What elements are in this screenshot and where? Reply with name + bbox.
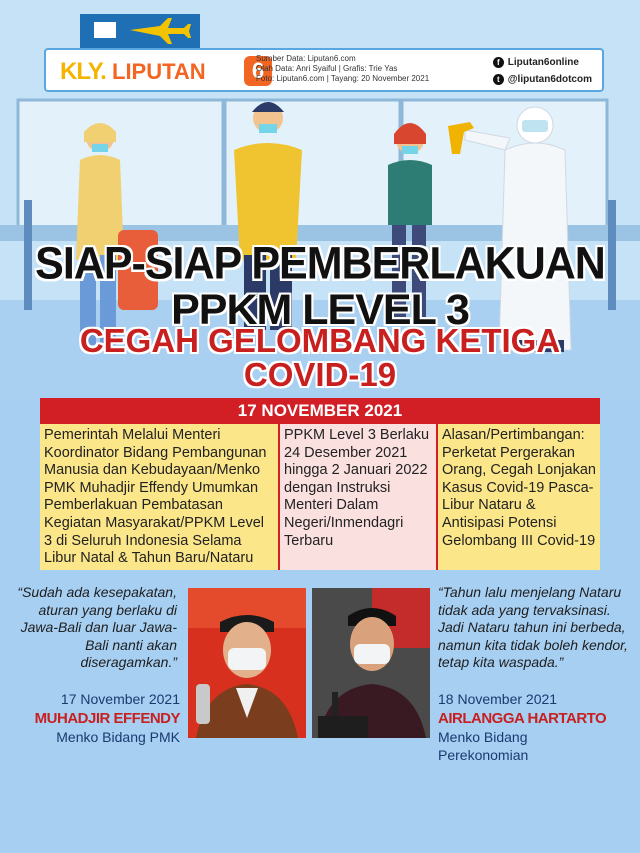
facebook-icon: f <box>493 57 504 68</box>
liputan6-logo: LIPUTAN <box>112 59 206 84</box>
speaker-role-left: Menko Bidang PMK <box>56 729 180 745</box>
twitter-handle[interactable]: @liputan6dotcom <box>507 74 592 85</box>
info-column-reason: Alasan/Pertimbangan: Perketat Pergerakan Orang, Cegah Lonjakan Kasus Covid-19 Pasca-Libur Nataru & Antisipasi Potensi Gelombang III Covid-19 <box>438 424 600 570</box>
info-column-announcement: Pemerintah Melalui Menteri Koordinator Bidang Pembangunan Manusia dan Kebudayaan/Menko PMK Muhadjir Effendy Umumkan Pemberlakuan Pembatasan Kegiatan Masyarakat/PPKM Level 3 di Seluruh Indonesia Selama Libur Natal & Tahun Baru/Nataru <box>40 424 278 570</box>
quote-muhadjir: “Sudah ada kesepakatan, aturan yang berlaku di Jawa-Bali dan luar Jawa-Bali nanti akan diseragamkan.” <box>17 584 177 670</box>
quote-date-left: 17 November 2021 <box>60 691 180 707</box>
date-banner: 17 NOVEMBER 2021 <box>40 398 600 424</box>
airlangga-photo <box>312 588 430 738</box>
quote-airlangga: “Tahun lalu menjelang Nataru tidak ada yang tervaksinasi. Jadi Nataru tahun ini berbeda, namun kita tidak boleh kendor, tetap kita waspada.” <box>438 584 628 670</box>
liputan6-logo-badge: 6 <box>244 56 272 86</box>
headline-line-2: PPKM LEVEL 3 <box>171 286 469 334</box>
twitter-icon: t <box>493 74 504 85</box>
social-accounts <box>493 54 592 88</box>
source-line: Sumber Data: Liputan6.com <box>256 54 356 63</box>
facebook-handle[interactable]: Liputan6online <box>507 57 579 68</box>
kly-logo: KLY. <box>60 58 106 85</box>
data-credit-line: Olah Data: Anri Syaiful | Grafis: Trie Yas <box>256 64 398 73</box>
photo-credit-line: Foto: Liputan6.com | Tayang: 20 November 2021 <box>256 74 430 83</box>
info-columns <box>40 424 600 570</box>
headline-line-1: SIAP-SIAP PEMBERLAKUAN <box>35 238 605 290</box>
speaker-name-left: MUHADJIR EFFENDY <box>34 710 180 727</box>
muhadjir-photo <box>188 588 306 738</box>
quote-date-right: 18 November 2021 <box>438 691 558 707</box>
speaker-role-right: Menko Bidang Perekonomian <box>438 729 529 763</box>
source-credits <box>256 54 429 84</box>
subheadline-line-1: CEGAH GELOMBANG KETIGA <box>79 322 561 359</box>
header-bar <box>44 48 604 92</box>
info-column-period: PPKM Level 3 Berlaku 24 Desember 2021 hingga 2 Januari 2022 dengan Instruksi Menteri Dalam Negeri/Inmendagri Terbaru <box>278 424 438 570</box>
subheadline-line-2: COVID-19 <box>243 356 397 393</box>
speaker-name-right: AIRLANGGA HARTARTO <box>438 710 607 727</box>
